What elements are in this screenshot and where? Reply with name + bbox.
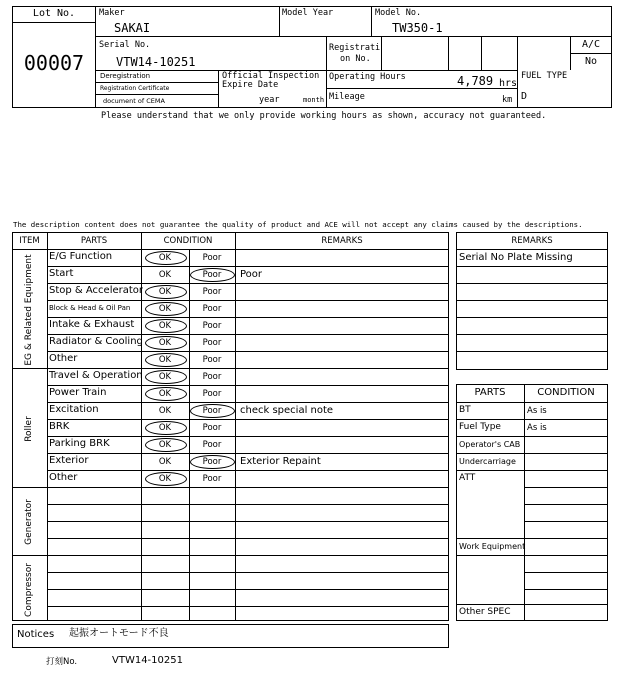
condition-header: CONDITION — [163, 236, 213, 246]
month-label: month — [303, 96, 325, 104]
disclaimer: The description content does not guarantee the quality of product and ACE will not accept any claims caused by the descriptions. — [13, 220, 583, 229]
row-divider — [47, 317, 449, 318]
ok-circle-mark — [145, 319, 187, 333]
poor-option[interactable]: Poor — [202, 253, 222, 263]
ok-option[interactable]: OK — [158, 304, 172, 314]
poor-option[interactable]: Poor — [202, 304, 222, 314]
part-label: Travel & Operation — [49, 370, 143, 381]
parts-divider — [456, 538, 524, 539]
row-divider — [47, 385, 449, 386]
serial-value: VTW14-10251 — [116, 55, 196, 69]
fuel-type-label: FUEL TYPE — [521, 71, 568, 81]
part-label: Radiator & Cooling — [49, 336, 143, 347]
part-label: Other — [49, 472, 78, 483]
hrs-label: hrs — [499, 78, 518, 89]
ac-label: A/C — [581, 39, 601, 50]
condition-divider — [524, 589, 608, 590]
poor-option[interactable]: Poor — [202, 287, 222, 297]
poor-option[interactable]: Poor — [202, 457, 222, 467]
part-label: E/G Function — [49, 251, 113, 262]
condition-divider — [524, 436, 608, 437]
part-label: Parking BRK — [49, 438, 110, 449]
hours-note: Please understand that we only provide working hours as shown, accuracy not guaranteed. — [101, 111, 547, 121]
row-divider — [47, 487, 449, 488]
row-divider — [47, 368, 449, 369]
condition-divider — [524, 604, 608, 605]
ok-option[interactable]: OK — [158, 423, 172, 433]
ok-circle-mark — [145, 370, 187, 384]
poor-option[interactable]: Poor — [202, 270, 222, 280]
row-divider — [47, 419, 449, 420]
part-name: Undercarriage — [459, 457, 516, 466]
condition-divider — [524, 419, 608, 420]
row-divider — [47, 351, 449, 352]
parts-divider — [456, 436, 524, 437]
part-name: Operator's CAB — [459, 440, 521, 449]
year-label: year — [259, 95, 280, 105]
stamp-label: 打刻No. — [46, 657, 78, 667]
maker-label: Maker — [99, 8, 125, 18]
remarks-divider — [456, 266, 608, 267]
remarks-header: REMARKS — [321, 236, 363, 246]
ok-circle-mark — [145, 421, 187, 435]
part-name: ATT — [459, 473, 476, 483]
part-label: Start — [49, 268, 74, 279]
condition-divider — [524, 555, 608, 556]
registration-label: Registrati — [329, 43, 381, 53]
poor-option[interactable]: Poor — [202, 406, 222, 416]
ok-circle-mark — [145, 251, 187, 265]
model-no-value: TW350-1 — [392, 21, 443, 35]
row-divider — [47, 555, 449, 556]
parts-divider — [456, 453, 524, 454]
deregistration-label: Deregistration — [100, 72, 151, 80]
ac-value: No — [584, 56, 598, 67]
poor-option[interactable]: Poor — [202, 389, 222, 399]
remarks-divider — [456, 283, 608, 284]
serial-label: Serial No. — [99, 40, 151, 50]
model-no-label: Model No. — [375, 8, 422, 18]
part-name: BT — [459, 405, 471, 415]
ok-circle-mark — [145, 472, 187, 486]
row-divider — [47, 572, 449, 573]
row-divider — [47, 606, 449, 607]
condition-divider — [524, 538, 608, 539]
part-label: Power Train — [49, 387, 107, 398]
row-divider — [47, 521, 449, 522]
remarks-box-header: REMARKS — [511, 236, 553, 246]
part-label: Other — [49, 353, 78, 364]
item-header: ITEM — [19, 236, 40, 246]
model-year-label: Model Year — [282, 8, 334, 18]
km-label: km — [502, 95, 513, 105]
ok-option[interactable]: OK — [158, 372, 172, 382]
parts-divider — [456, 470, 524, 471]
part-name: Fuel Type — [459, 422, 501, 432]
ok-circle-mark — [145, 336, 187, 350]
row-divider — [47, 589, 449, 590]
ok-option[interactable]: OK — [158, 457, 172, 467]
row-divider — [47, 538, 449, 539]
condition-divider — [524, 521, 608, 522]
official-inspection-label: Official Inspection — [222, 71, 320, 81]
row-remark: check special note — [240, 405, 334, 416]
condition-divider — [524, 504, 608, 505]
row-divider — [47, 504, 449, 505]
ok-option[interactable]: OK — [158, 474, 172, 484]
ok-option[interactable]: OK — [158, 321, 172, 331]
cema-label: document of CEMA — [103, 97, 165, 105]
poor-option[interactable]: Poor — [202, 321, 222, 331]
part-label: BRK — [49, 421, 70, 432]
ok-circle-mark — [145, 438, 187, 452]
stamp-value: VTW14-10251 — [112, 655, 183, 666]
part-label: Intake & Exhaust — [49, 319, 135, 330]
poor-option[interactable]: Poor — [202, 372, 222, 382]
row-divider — [47, 334, 449, 335]
poor-option[interactable]: Poor — [202, 355, 222, 365]
remarks-divider — [456, 351, 608, 352]
maker-value: SAKAI — [114, 21, 151, 35]
part-name: Work Equipment — [459, 542, 526, 551]
condition-divider — [524, 453, 608, 454]
row-remark: Exterior Repaint — [240, 456, 321, 467]
poor-circle-mark — [190, 455, 235, 469]
poor-circle-mark — [190, 404, 235, 418]
parts-divider — [456, 419, 524, 420]
ok-option[interactable]: OK — [158, 389, 172, 399]
ok-option[interactable]: OK — [158, 253, 172, 263]
operating-hours-label: Operating Hours — [329, 72, 406, 82]
ok-circle-mark — [145, 387, 187, 401]
row-divider — [47, 283, 449, 284]
notices-text: 起振オートモード不良 — [69, 628, 169, 639]
group-roller: Roller — [24, 416, 34, 442]
ok-option[interactable]: OK — [158, 287, 172, 297]
row-divider — [47, 402, 449, 403]
row-divider — [47, 300, 449, 301]
parts-divider — [456, 604, 524, 605]
condition-divider — [524, 487, 608, 488]
part-label: Excitation — [49, 404, 99, 415]
row-divider — [47, 453, 449, 454]
remarks-divider — [456, 317, 608, 318]
row-divider — [47, 436, 449, 437]
row-divider — [47, 266, 449, 267]
part-label: Stop & Accelerator — [49, 285, 144, 296]
ok-option[interactable]: OK — [158, 270, 172, 280]
poor-option[interactable]: Poor — [202, 338, 222, 348]
lot-label: Lot No. — [32, 8, 76, 19]
operating-hours-value: 4,789 — [457, 74, 494, 88]
row-divider — [47, 470, 449, 471]
lot-number: 00007 — [23, 51, 85, 75]
remarks-divider — [456, 300, 608, 301]
poor-option[interactable]: Poor — [202, 440, 222, 450]
expire-date-label: Expire Date — [222, 80, 279, 90]
group-compressor: Compressor — [24, 563, 34, 617]
mileage-label: Mileage — [329, 92, 365, 102]
ok-option[interactable]: OK — [158, 440, 172, 450]
parts-divider — [456, 555, 524, 556]
part-label: Block & Head & Oil Pan — [49, 304, 131, 312]
poor-option[interactable]: Poor — [202, 474, 222, 484]
ok-circle-mark — [145, 302, 187, 316]
part-condition: As is — [527, 423, 547, 433]
registration-label-2: on No. — [340, 54, 371, 64]
ok-option[interactable]: OK — [158, 355, 172, 365]
poor-option[interactable]: Poor — [202, 423, 222, 433]
group-eg-related: EG & Related Equipment — [24, 254, 34, 366]
part-condition: As is — [527, 406, 547, 416]
part-label: Exterior — [49, 455, 89, 466]
ok-circle-mark — [145, 285, 187, 299]
ok-circle-mark — [145, 353, 187, 367]
group-generator: Generator — [24, 499, 34, 545]
condition-box-header: CONDITION — [537, 387, 595, 398]
fuel-type-value: D — [521, 91, 528, 102]
remark-line: Serial No Plate Missing — [459, 252, 573, 263]
part-name: Other SPEC — [459, 607, 511, 617]
notices-label: Notices — [17, 629, 55, 640]
ok-option[interactable]: OK — [158, 338, 172, 348]
row-remark: Poor — [240, 269, 263, 280]
remarks-divider — [456, 334, 608, 335]
condition-divider — [524, 572, 608, 573]
ok-option[interactable]: OK — [158, 406, 172, 416]
parts-box-header: PARTS — [474, 387, 506, 398]
poor-circle-mark — [190, 268, 235, 282]
condition-divider — [524, 470, 608, 471]
reg-cert-label: Registration Certificate — [100, 85, 170, 92]
parts-header: PARTS — [80, 236, 108, 246]
